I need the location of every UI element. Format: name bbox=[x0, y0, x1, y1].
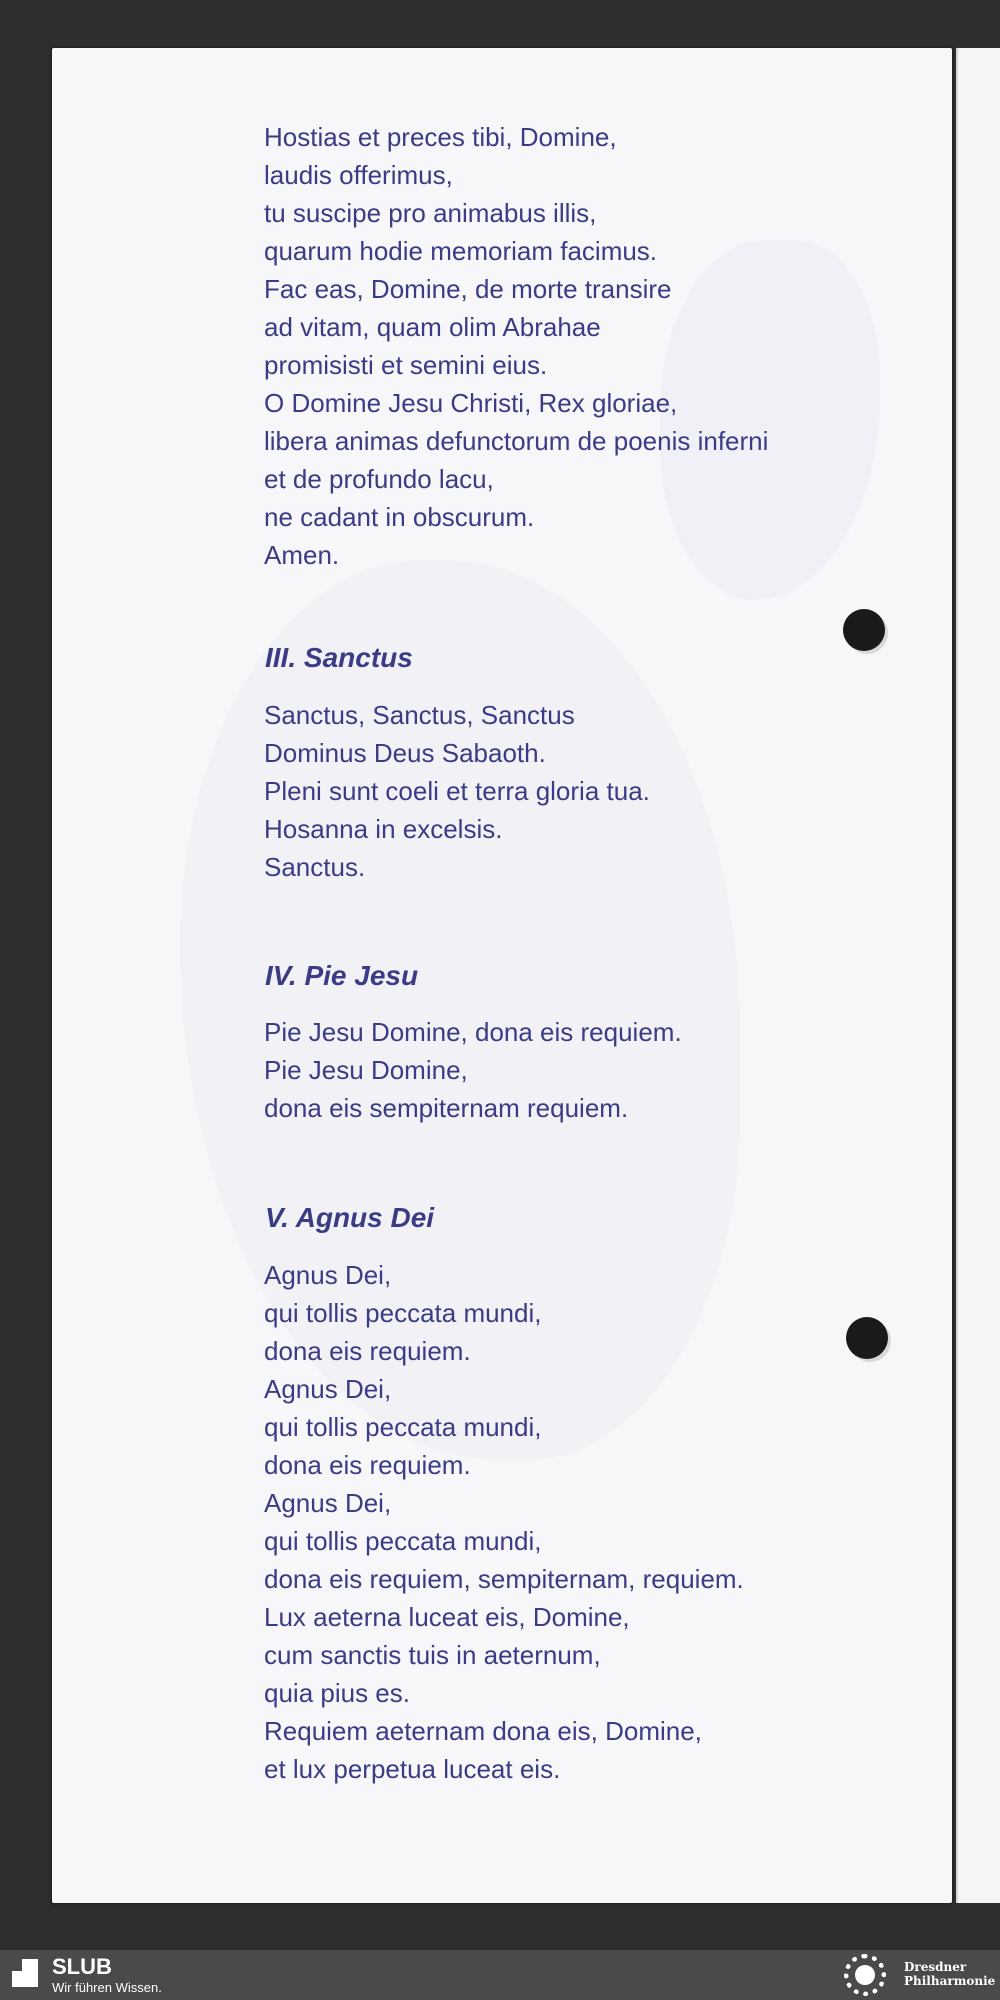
footer-bar bbox=[0, 1950, 1000, 2000]
pie-jesu-text bbox=[264, 1013, 682, 1127]
agnus-dei-text bbox=[264, 1256, 744, 1788]
text-line: Agnus Dei, bbox=[264, 1488, 392, 1518]
punch-hole-top bbox=[843, 609, 885, 651]
text-line: laudis offerimus, bbox=[264, 160, 453, 190]
text-line: tu suscipe pro animabus illis, bbox=[264, 198, 597, 228]
text-line: Pie Jesu Domine, bbox=[264, 1055, 468, 1085]
sanctus-heading: III. Sanctus bbox=[265, 642, 413, 673]
text-line: Amen. bbox=[264, 540, 340, 570]
text-line: Pie Jesu Domine, dona eis requiem. bbox=[264, 1017, 682, 1047]
slub-name[interactable]: SLUB bbox=[52, 1954, 112, 1979]
text-line: libera animas defunctorum de poenis inferni bbox=[264, 426, 769, 456]
text-line: Lux aeterna luceat eis, Domine, bbox=[264, 1602, 630, 1632]
text-line: Sanctus, Sanctus, Sanctus bbox=[264, 700, 575, 730]
text-line: Hostias et preces tibi, Domine, bbox=[264, 122, 617, 152]
text-line: Requiem aeternam dona eis, Domine, bbox=[264, 1716, 702, 1746]
philharmonie-logo-icon[interactable] bbox=[844, 1954, 886, 1996]
partner-line-1: Dresdner bbox=[904, 1960, 967, 1974]
adjacent-page-edge bbox=[956, 48, 1000, 1903]
offertorium-text bbox=[264, 118, 768, 574]
text-line: et lux perpetua luceat eis. bbox=[264, 1754, 561, 1784]
slub-logo-icon[interactable] bbox=[12, 1959, 38, 1987]
text-line: promisisti et semini eius. bbox=[264, 350, 548, 380]
text-line: dona eis requiem. bbox=[264, 1336, 471, 1366]
pie-jesu-heading: IV. Pie Jesu bbox=[265, 960, 419, 991]
slub-tagline: Wir führen Wissen. bbox=[52, 1980, 162, 1995]
text-line: qui tollis peccata mundi, bbox=[264, 1526, 542, 1556]
text-line: dona eis requiem. bbox=[264, 1450, 471, 1480]
text-line: qui tollis peccata mundi, bbox=[264, 1412, 542, 1442]
text-line: O Domine Jesu Christi, Rex gloriae, bbox=[264, 388, 678, 418]
partner-line-2: Philharmonie bbox=[904, 1974, 996, 1988]
text-line: cum sanctis tuis in aeternum, bbox=[264, 1640, 601, 1670]
punch-hole-bottom bbox=[846, 1317, 888, 1359]
text-line: ad vitam, quam olim Abrahae bbox=[264, 312, 601, 342]
text-line: qui tollis peccata mundi, bbox=[264, 1298, 542, 1328]
sanctus-text bbox=[264, 696, 650, 886]
text-line: Hosanna in excelsis. bbox=[264, 814, 503, 844]
text-line: Agnus Dei, bbox=[264, 1260, 392, 1290]
text-line: et de profundo lacu, bbox=[264, 464, 494, 494]
text-line: Fac eas, Domine, de morte transire bbox=[264, 274, 672, 304]
text-line: Dominus Deus Sabaoth. bbox=[264, 738, 546, 768]
text-line: Pleni sunt coeli et terra gloria tua. bbox=[264, 776, 650, 806]
text-line: quarum hodie memoriam facimus. bbox=[264, 236, 658, 266]
philharmonie-name[interactable] bbox=[904, 1960, 995, 1988]
text-line: ne cadant in obscurum. bbox=[264, 502, 535, 532]
agnus-dei-heading: V. Agnus Dei bbox=[265, 1202, 435, 1233]
text-line: dona eis sempiternam requiem. bbox=[264, 1093, 629, 1123]
text-line: quia pius es. bbox=[264, 1678, 410, 1708]
text-line: Agnus Dei, bbox=[264, 1374, 392, 1404]
text-line: Sanctus. bbox=[264, 852, 366, 882]
text-line: dona eis requiem, sempiternam, requiem. bbox=[264, 1564, 744, 1594]
